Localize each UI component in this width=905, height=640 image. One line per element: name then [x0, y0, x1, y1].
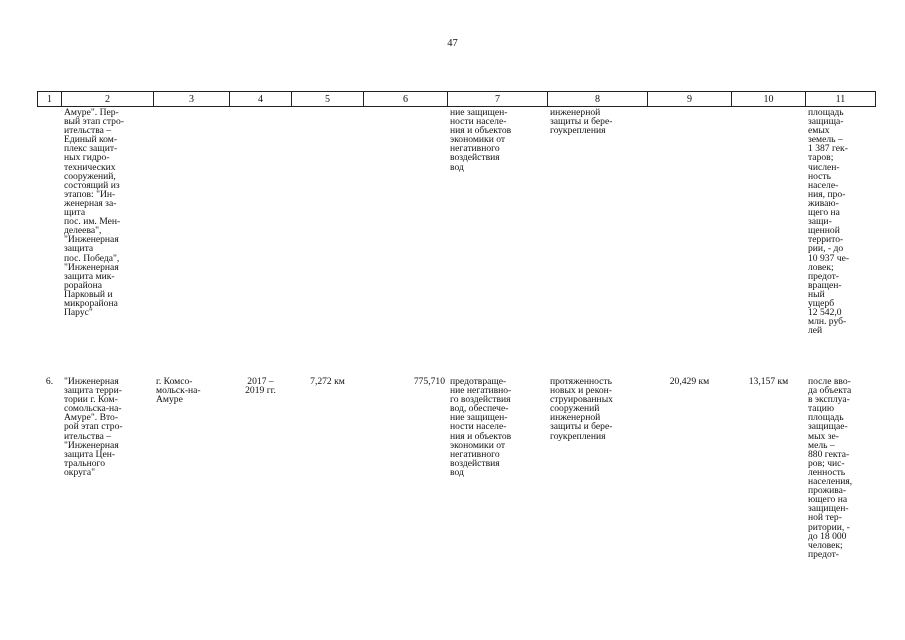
- cont-project-name: Амуре". Пер- вый этап стро- ительства – Единый ком- плекс защит- ных гидро- технических сооружений, состоящий из этапов: "Ин- женерная за- щита пос. им. Мен- делеева", "Инженерная защита пос. Победа", "Инженерная защита мик- рорайона Парковый и микрорайона Парус": [64, 107, 124, 319]
- cont-result: площадь защища- емых земель – 1 387 гек- таров; числен- ность населе- ния, про- живаю- щего на защи- щенной террито- рии, - до 10 937 че- ловек; предот- вращен- ный ущерб 12 542,0 млн. руб- лей: [808, 107, 850, 337]
- header-col-5: 5: [292, 92, 364, 107]
- result: после вво- да объекта в эксплуа- тацию площадь защищае- мых зе- мель – 880 гекта- ров; чис- ленность населения, прожива- ющего на защищен- ной тер- ритории, - до 18 000 человек; предот-: [808, 376, 853, 560]
- goal: предотвраще- ние негативно- го воздействия вод, обеспече- ние защищен- ности населе- ния и объектов экономики от негативного воздействия вод: [450, 376, 512, 478]
- indicator-value-2: 13,157 км: [748, 376, 789, 387]
- header-col-7: 7: [448, 92, 548, 107]
- row-number: 6.: [45, 376, 54, 387]
- cont-indicator: инженерной защиты и бере- гоукрепления: [550, 107, 613, 137]
- header-col-11: 11: [806, 92, 876, 107]
- header-col-3: 3: [154, 92, 230, 107]
- header-col-2: 2: [62, 92, 154, 107]
- header-col-1: 1: [38, 92, 62, 107]
- period: 2017 – 2019 гг.: [245, 376, 276, 397]
- project-name: "Инженерная защита терри- тории г. Ком- сомольска-на- Амуре". Вто- рой этап стро- ительства – "Инженерная защита Цен- трального округа": [64, 376, 123, 478]
- header-col-4: 4: [230, 92, 292, 107]
- header-col-6: 6: [364, 92, 448, 107]
- header-row: [38, 92, 876, 107]
- cost: 775,710: [413, 376, 445, 387]
- header-col-8: 8: [548, 92, 648, 107]
- length: 7,272 км: [310, 376, 345, 387]
- location: г. Комсо- мольск-на- Амуре: [156, 376, 201, 406]
- cont-goal: ние защищен- ности населе- ния и объектов экономики от негативного воздействия вод: [450, 107, 512, 173]
- table-row-continuation: [38, 107, 876, 364]
- header-col-9: 9: [648, 92, 732, 107]
- table-row-6: [38, 377, 876, 559]
- data-table: [37, 91, 876, 559]
- header-col-10: 10: [732, 92, 806, 107]
- page-number: 47: [447, 38, 458, 49]
- indicator: протяженность новых и рекон- струированных сооружений инженерной защиты и бере- гоукрепления: [550, 376, 613, 442]
- indicator-value-1: 20,429 км: [669, 376, 710, 387]
